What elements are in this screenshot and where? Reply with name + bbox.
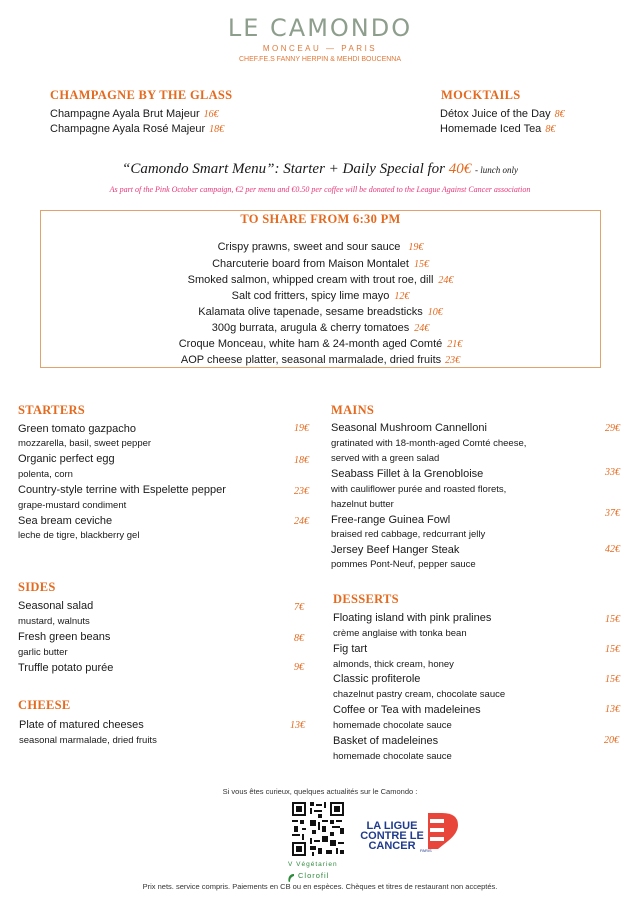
desserts-title: DESSERTS xyxy=(333,592,399,606)
smart-menu-note: - lunch only xyxy=(475,165,519,175)
dessert-item-desc: homemade chocolate sauce xyxy=(333,751,452,762)
starter-item-name: Green tomato gazpacho xyxy=(18,423,137,435)
item-price: 10€ xyxy=(427,307,443,318)
main-item-desc: served with a green salad xyxy=(331,453,440,464)
side-item-name: Fresh green beans xyxy=(18,631,111,643)
ligue-logo-text: LA LIGUE CONTRE LE CANCER xyxy=(360,820,424,852)
dessert-item-name: Coffee or Tea with madeleines xyxy=(333,704,481,716)
main-item-desc: pommes Pont-Neuf, pepper sauce xyxy=(331,559,476,570)
dessert-item-desc: crème anglaise with tonka bean xyxy=(333,628,467,639)
pink-october-note: As part of the Pink October campaign, €2 per menu and €0.50 per coffee will be donated to the League Against Cancer association xyxy=(109,185,531,194)
cheese-item-desc: seasonal marmalade, dried fruits xyxy=(19,735,157,746)
mocktail-item xyxy=(440,108,565,120)
dessert-item-name: Classic profiterole xyxy=(333,673,421,685)
cheese-item-price: 13€ xyxy=(290,720,305,731)
champagne-item xyxy=(50,123,224,135)
item-name: Crispy prawns, sweet and sour sauce xyxy=(217,241,401,253)
main-item-name: Jersey Beef Hanger Steak xyxy=(331,544,460,556)
starter-item-price: 18€ xyxy=(294,455,309,466)
dessert-item-price: 20€ xyxy=(604,735,619,746)
champagne-title: CHAMPAGNE BY THE GLASS xyxy=(50,88,233,102)
item-price: 15€ xyxy=(413,259,429,270)
ligue-logo-paris: PARIS xyxy=(420,848,432,853)
main-item-price: 37€ xyxy=(605,508,620,519)
item-price: 21€ xyxy=(447,339,463,350)
starter-item-price: 23€ xyxy=(294,486,309,497)
starter-item-desc: grape-mustard condiment xyxy=(18,500,127,511)
cheese-item-name: Plate of matured cheeses xyxy=(19,719,144,731)
mocktails-title: MOCKTAILS xyxy=(441,88,521,102)
cheese-title: CHEESE xyxy=(18,698,71,712)
item-price: 16€ xyxy=(203,109,219,120)
starter-item-desc: leche de tigre, blackberry gel xyxy=(18,530,140,541)
side-item-price: 9€ xyxy=(294,662,304,673)
item-price: 24€ xyxy=(438,275,454,286)
dessert-item-name: Fig tart xyxy=(333,643,368,655)
item-name: Homemade Iced Tea xyxy=(440,123,542,135)
item-name: Charcuterie board from Maison Montalet xyxy=(212,258,409,270)
dessert-item-name: Basket of madeleines xyxy=(333,735,439,747)
share-title: TO SHARE FROM 6:30 PM xyxy=(240,212,401,226)
main-item-desc: with cauliflower purée and roasted florets, xyxy=(331,484,507,495)
vegetarian-label: V Végétarien xyxy=(288,861,338,868)
item-name: 300g burrata, arugula & cherry tomatoes xyxy=(211,322,410,334)
side-item-desc: mustard, walnuts xyxy=(18,616,90,627)
main-item-price: 42€ xyxy=(605,544,620,555)
item-name: Smoked salmon, whipped cream with trout roe, dill xyxy=(187,274,434,286)
item-name: Détox Juice of the Day xyxy=(440,108,551,120)
dessert-item-price: 13€ xyxy=(605,704,620,715)
main-item-desc: hazelnut butter xyxy=(331,499,394,510)
main-item-desc: braised red cabbage, redcurrant jelly xyxy=(331,529,486,540)
item-name: Salt cod fritters, spicy lime mayo xyxy=(231,290,390,302)
starter-item-desc: mozzarella, basil, sweet pepper xyxy=(18,438,152,449)
main-item-name: Seasonal Mushroom Cannelloni xyxy=(331,422,487,434)
starter-item-price: 24€ xyxy=(294,516,309,527)
item-price: 18€ xyxy=(209,124,225,135)
legal-notice: Prix nets. service compris. Paiements en CB ou en espèces. Chèques et titres de restaurant non acceptés. xyxy=(142,882,498,891)
main-item-price: 33€ xyxy=(605,467,620,478)
share-item xyxy=(40,274,601,286)
share-item xyxy=(40,322,601,334)
smart-menu-price: 40€ xyxy=(448,161,472,177)
main-item-price: 29€ xyxy=(605,423,620,434)
dessert-item-desc: chazelnut pastry cream, chocolate sauce xyxy=(333,689,506,700)
news-caption: Si vous êtes curieux, quelques actualités sur le Camondo : xyxy=(222,787,418,796)
item-name: Champagne Ayala Rosé Majeur xyxy=(50,123,206,135)
smart-menu-text: “Camondo Smart Menu”: Starter + Daily Special for xyxy=(121,161,446,177)
share-item xyxy=(40,290,601,302)
item-price: 8€ xyxy=(545,124,556,135)
side-item-desc: garlic butter xyxy=(18,647,68,658)
clorofil-label: Clorofil xyxy=(298,871,330,880)
main-item-name: Seabass Fillet à la Grenobloise xyxy=(331,468,484,480)
share-item xyxy=(40,241,601,253)
dessert-item-price: 15€ xyxy=(605,674,620,685)
smart-menu-line xyxy=(0,161,640,178)
ligue-contre-le-cancer-logo xyxy=(358,807,464,857)
main-item-name: Free-range Guinea Fowl xyxy=(331,514,451,526)
champagne-item xyxy=(50,108,219,120)
location-subtitle: MONCEAU — PARIS xyxy=(262,44,378,53)
share-item xyxy=(40,354,601,366)
item-name: AOP cheese platter, seasonal marmalade, dried fruits xyxy=(180,354,442,366)
side-item-price: 7€ xyxy=(294,602,304,613)
dessert-item-price: 15€ xyxy=(605,614,620,625)
starters-title: STARTERS xyxy=(18,403,86,417)
dessert-item-name: Floating island with pink pralines xyxy=(333,612,492,624)
starter-item-price: 19€ xyxy=(294,423,309,434)
item-price: 8€ xyxy=(554,109,565,120)
side-item-name: Seasonal salad xyxy=(18,600,94,612)
qr-code[interactable] xyxy=(292,802,344,856)
item-price: 19€ xyxy=(408,242,424,253)
starter-item-name: Sea bream ceviche xyxy=(18,515,113,527)
share-item xyxy=(40,258,601,270)
mocktail-item xyxy=(440,123,555,135)
share-item xyxy=(40,338,601,350)
side-item-price: 8€ xyxy=(294,633,304,644)
restaurant-logo: LE CAMONDO xyxy=(227,14,413,42)
item-name: Croque Monceau, white ham & 24-month aged Comté xyxy=(178,338,443,350)
item-price: 24€ xyxy=(414,323,430,334)
item-price: 23€ xyxy=(445,355,461,366)
sides-title: SIDES xyxy=(18,580,56,594)
item-name: Champagne Ayala Brut Majeur xyxy=(50,108,200,120)
starter-item-name: Country-style terrine with Espelette pepper xyxy=(18,484,226,496)
item-price: 12€ xyxy=(394,291,410,302)
share-item xyxy=(40,306,601,318)
mains-title: MAINS xyxy=(331,403,375,417)
dessert-item-desc: almonds, thick cream, honey xyxy=(333,659,454,670)
item-name: Kalamata olive tapenade, sesame breadsticks xyxy=(198,306,423,318)
dessert-item-desc: homemade chocolate sauce xyxy=(333,720,452,731)
qr-code-icon xyxy=(292,802,344,856)
chefs-line: CHEF.FE.S FANNY HERPIN & MEHDI BOUCENNA xyxy=(238,56,402,63)
starter-item-name: Organic perfect egg xyxy=(18,453,115,465)
starter-item-desc: polenta, corn xyxy=(18,469,73,480)
main-item-desc: gratinated with 18-month-aged Comté cheese, xyxy=(331,438,527,449)
dessert-item-price: 15€ xyxy=(605,644,620,655)
side-item-name: Truffle potato purée xyxy=(18,662,114,674)
